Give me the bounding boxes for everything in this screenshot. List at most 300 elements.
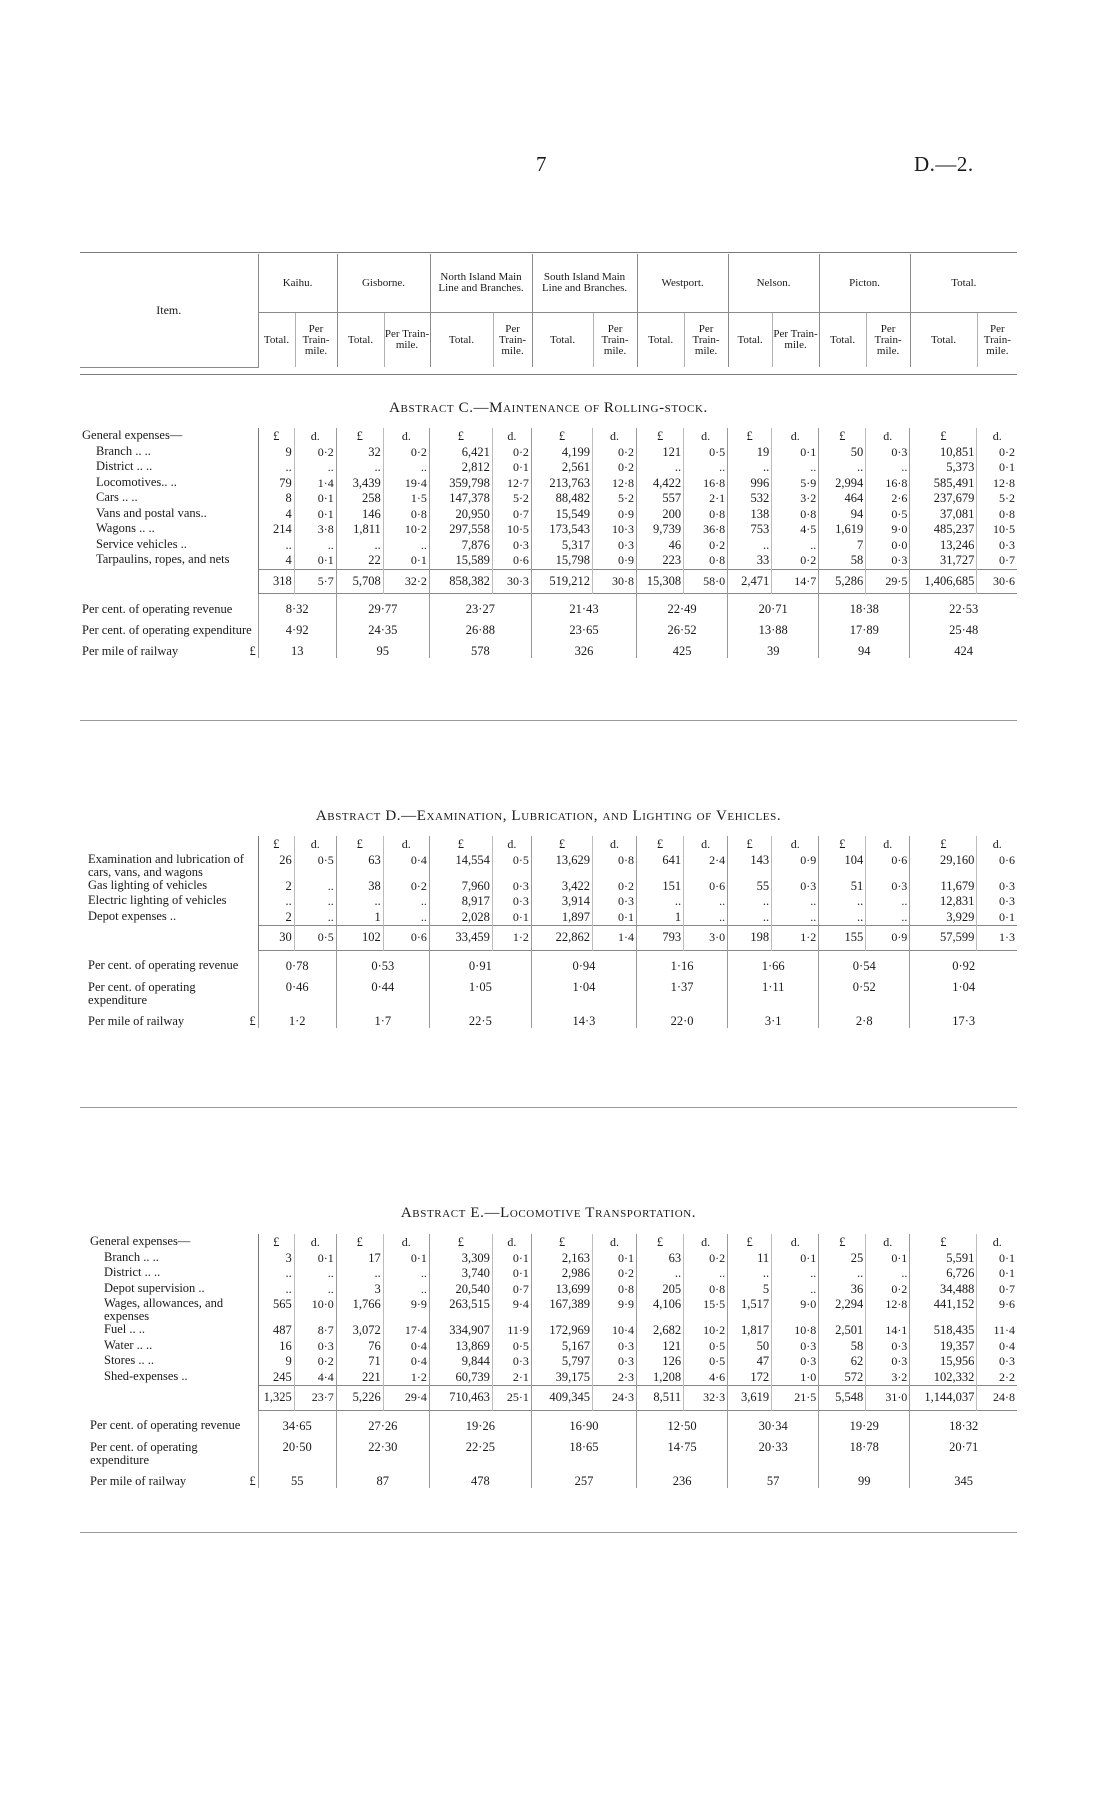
cell-per-train-mile: 0·6 <box>866 853 910 879</box>
per-mile-value: 257 <box>531 1467 636 1488</box>
cell-total: .. <box>258 1282 294 1298</box>
cell-total: .. <box>728 894 772 910</box>
cell-total: 143 <box>728 853 772 879</box>
pct-revenue-value: 1·66 <box>728 950 819 973</box>
cell-per-train-mile: .. <box>772 1282 819 1298</box>
unit-pound: £ <box>531 836 592 853</box>
cell-per-train-mile: 0·3 <box>592 894 636 910</box>
per-mile-value: 39 <box>728 637 819 658</box>
row-label: Vans and postal vans.. <box>96 505 207 520</box>
subheader-total: Total. <box>258 313 295 368</box>
cell-per-train-mile: 0·8 <box>592 853 636 879</box>
cell-total: 2,561 <box>531 460 592 476</box>
total-per-train-mile: 23·7 <box>294 1386 336 1411</box>
cell-per-train-mile: 0·1 <box>866 1251 910 1267</box>
cell-per-train-mile: 0·4 <box>383 1354 429 1370</box>
abstract-c-title: Abstract C.—Maintenance of Rolling-stock. <box>389 400 708 416</box>
table-row <box>86 853 1017 879</box>
unit-pound: £ <box>258 1234 294 1251</box>
cell-per-train-mile: 0·2 <box>592 1266 636 1282</box>
cell-per-train-mile: 0·7 <box>977 553 1017 569</box>
per-mile-value: 95 <box>336 637 429 658</box>
unit-pence: d. <box>593 428 637 445</box>
cell-total: 1,817 <box>728 1323 772 1339</box>
unit-pound: £ <box>531 1234 592 1251</box>
cell-total: 5,797 <box>531 1354 592 1370</box>
unit-pound: £ <box>258 836 294 853</box>
header-bottom-rule <box>80 374 1017 375</box>
cell-total: 79 <box>258 476 294 492</box>
cell-total: 38 <box>336 879 383 895</box>
cell-total: 71 <box>336 1354 383 1370</box>
table-row <box>86 894 1017 910</box>
cell-per-train-mile: 0·2 <box>593 460 637 476</box>
cell-per-train-mile: 0·1 <box>977 1251 1017 1267</box>
pct-revenue-row <box>86 950 1017 973</box>
cell-total: .. <box>336 1266 383 1282</box>
row-label: Branch .. .. <box>96 443 151 458</box>
unit-pence: d. <box>294 428 336 445</box>
subheader-per-train-mile: Per Train-mile. <box>977 313 1017 368</box>
cell-total: 245 <box>258 1370 294 1386</box>
cell-per-train-mile: 0·2 <box>772 553 819 569</box>
cell-per-train-mile: 11·9 <box>492 1323 531 1339</box>
cell-per-train-mile: 16·8 <box>684 476 728 492</box>
cell-per-train-mile: 0·7 <box>492 507 531 523</box>
pct-revenue-row <box>88 1410 1017 1433</box>
total-cell: 1,325 <box>258 1386 294 1411</box>
cell-per-train-mile: .. <box>772 538 819 554</box>
cell-total: 2,028 <box>429 910 492 926</box>
total-cell: 5,708 <box>336 569 383 594</box>
document-reference: D.—2. <box>914 152 974 176</box>
pct-revenue-value: 21·43 <box>531 594 636 617</box>
row-label: Per cent. of operating revenue <box>82 601 233 616</box>
cell-total: 9,844 <box>429 1354 492 1370</box>
pct-revenue-value: 18·32 <box>910 1410 1017 1433</box>
unit-pence: d. <box>294 836 336 853</box>
unit-pound: £ <box>637 1234 684 1251</box>
cell-per-train-mile: 0·1 <box>772 445 819 461</box>
per-mile-value: 578 <box>429 637 531 658</box>
total-cell: 8,511 <box>637 1386 684 1411</box>
cell-per-train-mile: 0·1 <box>383 553 429 569</box>
cell-total: 5,167 <box>531 1339 592 1355</box>
total-per-train-mile: 3·0 <box>684 926 728 951</box>
column-header-picton: Picton. <box>819 254 910 313</box>
cell-total: 1,619 <box>819 522 866 538</box>
cell-per-train-mile: 0·1 <box>592 1251 636 1267</box>
cell-per-train-mile: 1·5 <box>383 491 429 507</box>
cell-total: 585,491 <box>910 476 977 492</box>
cell-per-train-mile: 0·3 <box>977 894 1017 910</box>
cell-total: 518,435 <box>910 1323 977 1339</box>
cell-per-train-mile: 0·2 <box>977 445 1017 461</box>
cell-per-train-mile: .. <box>383 1266 429 1282</box>
pct-expenditure-value: 22·25 <box>429 1433 531 1467</box>
abstract-c-bottom-rule <box>80 720 1017 721</box>
unit-pence: d. <box>977 1234 1017 1251</box>
total-per-train-mile: 30·8 <box>593 569 637 594</box>
cell-total: 76 <box>336 1339 383 1355</box>
total-cell: 198 <box>728 926 772 951</box>
cell-per-train-mile: 0·3 <box>866 1354 910 1370</box>
table-row <box>88 1251 1017 1267</box>
total-per-train-mile: 1·2 <box>772 926 819 951</box>
cell-total: 13,699 <box>531 1282 592 1298</box>
cell-per-train-mile: 0·2 <box>593 445 637 461</box>
cell-total: 5,373 <box>910 460 977 476</box>
cell-total: 47 <box>728 1354 772 1370</box>
total-per-train-mile: 31·0 <box>866 1386 910 1411</box>
pct-revenue-value: 1·16 <box>637 950 728 973</box>
cell-per-train-mile: .. <box>294 894 336 910</box>
per-mile-value: 326 <box>531 637 636 658</box>
table-row <box>88 1370 1017 1386</box>
table-row <box>88 1354 1017 1370</box>
cell-total: .. <box>258 460 294 476</box>
cell-per-train-mile: 5·2 <box>977 491 1017 507</box>
pct-expenditure-value: 1·04 <box>531 973 636 1007</box>
cell-per-train-mile: 1·2 <box>383 1370 429 1386</box>
unit-pound: £ <box>728 1234 772 1251</box>
cell-total: 753 <box>728 522 772 538</box>
pct-revenue-value: 16·90 <box>531 1410 636 1433</box>
cell-per-train-mile: 0·9 <box>593 553 637 569</box>
cell-per-train-mile: 0·9 <box>772 853 819 879</box>
cell-per-train-mile: 0·3 <box>977 538 1017 554</box>
column-header-nelson: Nelson. <box>728 254 819 313</box>
cell-total: 31,727 <box>910 553 977 569</box>
cell-per-train-mile: 0·8 <box>592 1282 636 1298</box>
cell-total: 17 <box>336 1251 383 1267</box>
subheader-total: Total. <box>337 313 384 368</box>
pct-expenditure-value: 0·44 <box>336 973 429 1007</box>
cell-total: 126 <box>637 1354 684 1370</box>
cell-total: 3,914 <box>531 894 592 910</box>
cell-total: 62 <box>819 1354 866 1370</box>
cell-per-train-mile: 0·5 <box>866 507 910 523</box>
cell-total: 13,869 <box>429 1339 492 1355</box>
total-per-train-mile: 5·7 <box>294 569 336 594</box>
cell-per-train-mile: .. <box>772 460 819 476</box>
pct-expenditure-value: 1·37 <box>637 973 728 1007</box>
cell-per-train-mile: 5·2 <box>593 491 637 507</box>
pct-revenue-value: 0·92 <box>910 950 1017 973</box>
pct-expenditure-value: 26·52 <box>637 616 728 637</box>
unit-pence: d. <box>383 1234 429 1251</box>
pct-revenue-value: 27·26 <box>336 1410 429 1433</box>
abstract-e-bottom-rule <box>80 1532 1017 1533</box>
pct-expenditure-value: 23·65 <box>531 616 636 637</box>
row-label: District .. .. <box>96 459 153 473</box>
cell-total: 2,812 <box>429 460 492 476</box>
cell-per-train-mile: 0·3 <box>492 894 531 910</box>
cell-total: 359,798 <box>429 476 492 492</box>
unit-pound: £ <box>910 836 977 853</box>
cell-total: 3,740 <box>429 1266 492 1282</box>
cell-per-train-mile: 0·8 <box>684 1282 728 1298</box>
total-cell: 33,459 <box>429 926 492 951</box>
unit-pence: d. <box>592 1234 636 1251</box>
cell-total: 50 <box>728 1339 772 1355</box>
cell-per-train-mile: 0·1 <box>294 553 336 569</box>
cell-per-train-mile: 9·0 <box>772 1297 819 1323</box>
cell-total: 60,739 <box>429 1370 492 1386</box>
cell-total: 237,679 <box>910 491 977 507</box>
cell-per-train-mile: 3·2 <box>772 491 819 507</box>
unit-pence: d. <box>866 428 910 445</box>
cell-total: 138 <box>728 507 772 523</box>
cell-per-train-mile: 15·5 <box>684 1297 728 1323</box>
cell-per-train-mile: 16·8 <box>866 476 910 492</box>
per-mile-value: 1·2 <box>258 1007 336 1028</box>
unit-pound: £ <box>819 1234 866 1251</box>
cell-per-train-mile: 10·8 <box>772 1323 819 1339</box>
row-label: Per cent. of operating revenue <box>88 958 239 972</box>
cell-total: 14,554 <box>429 853 492 879</box>
total-cell: 15,308 <box>637 569 684 594</box>
cell-per-train-mile: 9·4 <box>492 1297 531 1323</box>
cell-per-train-mile: 0·3 <box>492 879 531 895</box>
total-cell: 519,212 <box>531 569 592 594</box>
cell-per-train-mile: 0·2 <box>492 445 531 461</box>
per-mile-value: 22·5 <box>429 1007 531 1028</box>
cell-total: 172 <box>728 1370 772 1386</box>
cell-total: .. <box>258 1266 294 1282</box>
cell-per-train-mile: 0·1 <box>977 910 1017 926</box>
total-per-train-mile: 0·9 <box>866 926 910 951</box>
per-mile-value: 94 <box>819 637 910 658</box>
cell-per-train-mile: 1·4 <box>294 476 336 492</box>
cell-total: 33 <box>728 553 772 569</box>
cell-total: 172,969 <box>531 1323 592 1339</box>
cell-per-train-mile: 0·1 <box>977 460 1017 476</box>
cell-per-train-mile: 0·3 <box>866 1339 910 1355</box>
table-row <box>80 553 1017 569</box>
pct-expenditure-value: 14·75 <box>637 1433 728 1467</box>
cell-total: 37,081 <box>910 507 977 523</box>
cell-per-train-mile: 0·8 <box>977 507 1017 523</box>
cell-total: 146 <box>336 507 383 523</box>
unit-pence: d. <box>684 1234 728 1251</box>
subheader-per-train-mile: Per Train-mile. <box>684 313 728 368</box>
unit-pound: £ <box>336 836 383 853</box>
subheader-total: Total. <box>430 313 493 368</box>
row-label: Per cent. of operating expenditure <box>88 979 196 1007</box>
table-row <box>86 910 1017 926</box>
cell-total: 334,907 <box>429 1323 492 1339</box>
per-mile-value: 22·0 <box>637 1007 728 1028</box>
cell-per-train-mile: 0·2 <box>684 538 728 554</box>
unit-pound: £ <box>637 836 684 853</box>
cell-total: 3,309 <box>429 1251 492 1267</box>
unit-pound: £ <box>531 428 592 445</box>
cell-total: 996 <box>728 476 772 492</box>
unit-pence: d. <box>772 836 819 853</box>
cell-per-train-mile: 0·0 <box>866 538 910 554</box>
total-cell: 2,471 <box>728 569 772 594</box>
cell-total: 19 <box>728 445 772 461</box>
cell-total: 13,246 <box>910 538 977 554</box>
row-label: Depot supervision .. <box>104 1280 205 1295</box>
cell-per-train-mile: 0·5 <box>684 1354 728 1370</box>
cell-total: 5,591 <box>910 1251 977 1267</box>
cell-per-train-mile: 0·3 <box>977 1354 1017 1370</box>
cell-per-train-mile: 0·1 <box>294 1251 336 1267</box>
cell-per-train-mile: 0·1 <box>977 1266 1017 1282</box>
per-mile-value: 425 <box>637 637 728 658</box>
total-cell: 1,144,037 <box>910 1386 977 1411</box>
cell-total: 4,422 <box>637 476 684 492</box>
unit-pound: £ <box>819 836 866 853</box>
cell-per-train-mile: 0·5 <box>294 853 336 879</box>
cell-per-train-mile: 12·7 <box>492 476 531 492</box>
cell-per-train-mile: 12·8 <box>866 1297 910 1323</box>
cell-total: 1,517 <box>728 1297 772 1323</box>
unit-row <box>80 428 1017 445</box>
cell-per-train-mile: .. <box>383 1282 429 1298</box>
cell-per-train-mile: 9·6 <box>977 1297 1017 1323</box>
cell-per-train-mile: 0·4 <box>383 853 429 879</box>
page-number: 7 <box>536 152 547 176</box>
pct-expenditure-value: 20·50 <box>258 1433 336 1467</box>
abstract-d-bottom-rule <box>80 1107 1017 1108</box>
row-label: Per cent. of operating expenditure <box>82 623 252 637</box>
cell-per-train-mile: .. <box>294 538 336 554</box>
cell-total: 3,072 <box>336 1323 383 1339</box>
cell-per-train-mile: .. <box>383 538 429 554</box>
total-cell: 5,226 <box>336 1386 383 1411</box>
pct-revenue-value: 20·71 <box>728 594 819 617</box>
total-cell: 409,345 <box>531 1386 592 1411</box>
pct-expenditure-value: 13·88 <box>728 616 819 637</box>
per-mile-value: 87 <box>336 1467 429 1488</box>
total-per-train-mile: 24·3 <box>592 1386 636 1411</box>
unit-pound: £ <box>819 428 866 445</box>
unit-pence: d. <box>684 836 728 853</box>
pct-revenue-value: 0·91 <box>429 950 531 973</box>
cell-per-train-mile: 0·1 <box>294 491 336 507</box>
cell-total: .. <box>728 538 772 554</box>
unit-pound: £ <box>728 836 772 853</box>
cell-per-train-mile: 5·9 <box>772 476 819 492</box>
cell-per-train-mile: 0·5 <box>492 1339 531 1355</box>
abstract-e-table <box>88 1234 1017 1488</box>
cell-per-train-mile: 0·3 <box>866 445 910 461</box>
cell-total: .. <box>258 538 294 554</box>
cell-total: 29,160 <box>910 853 977 879</box>
subheader-per-train-mile: Per Train-mile. <box>593 313 637 368</box>
cell-total: 13,629 <box>531 853 592 879</box>
cell-total: .. <box>637 894 684 910</box>
cell-per-train-mile: 0·2 <box>383 445 429 461</box>
cell-per-train-mile: 4·5 <box>772 522 819 538</box>
cell-total: 6,421 <box>429 445 492 461</box>
per-mile-value: 2·8 <box>819 1007 910 1028</box>
total-per-train-mile: 32·2 <box>383 569 429 594</box>
abstract-e-title: Abstract E.—Locomotive Transportation. <box>400 1205 697 1221</box>
cell-total: 25 <box>819 1251 866 1267</box>
per-mile-value: 3·1 <box>728 1007 819 1028</box>
subheader-per-train-mile: Per Train-mile. <box>493 313 532 368</box>
total-per-train-mile: 0·5 <box>294 926 336 951</box>
unit-pence: d. <box>977 428 1017 445</box>
total-cell: 57,599 <box>910 926 977 951</box>
cell-total: 8,917 <box>429 894 492 910</box>
pct-expenditure-value: 22·30 <box>336 1433 429 1467</box>
cell-total: .. <box>728 910 772 926</box>
cell-per-train-mile: 0·3 <box>772 879 819 895</box>
pct-expenditure-value: 25·48 <box>910 616 1017 637</box>
cell-total: 4,106 <box>637 1297 684 1323</box>
row-label <box>80 637 258 658</box>
cell-total: 3,439 <box>336 476 383 492</box>
cell-per-train-mile: 0·3 <box>866 553 910 569</box>
cell-total: 9 <box>258 1354 294 1370</box>
table-row <box>80 538 1017 554</box>
cell-total: .. <box>819 1266 866 1282</box>
cell-per-train-mile: 0·2 <box>684 1251 728 1267</box>
per-mile-value: 236 <box>637 1467 728 1488</box>
cell-total: .. <box>637 460 684 476</box>
cell-per-train-mile: 10·4 <box>592 1323 636 1339</box>
cell-per-train-mile: 10·3 <box>593 522 637 538</box>
pct-revenue-value: 29·77 <box>336 594 429 617</box>
total-cell: 5,286 <box>819 569 866 594</box>
cell-total: 50 <box>819 445 866 461</box>
total-per-train-mile: 21·5 <box>772 1386 819 1411</box>
cell-total: 15,956 <box>910 1354 977 1370</box>
cell-total: 12,831 <box>910 894 977 910</box>
row-label: Locomotives.. .. <box>96 474 177 489</box>
cell-per-train-mile: 10·5 <box>492 522 531 538</box>
pct-expenditure-value: 17·89 <box>819 616 910 637</box>
table-row <box>80 522 1017 538</box>
unit-pound: £ <box>910 1234 977 1251</box>
per-mile-value: 55 <box>258 1467 336 1488</box>
row-label: District .. .. <box>104 1265 161 1279</box>
total-per-train-mile: 1·4 <box>592 926 636 951</box>
cell-total: 2,501 <box>819 1323 866 1339</box>
column-header-kaihu: Kaihu. <box>258 254 337 313</box>
total-per-train-mile: 1·3 <box>977 926 1017 951</box>
row-label: Wages, allowances, and expenses <box>104 1296 224 1323</box>
total-cell: 30 <box>258 926 294 951</box>
cell-total: 487 <box>258 1323 294 1339</box>
per-mile-row <box>86 1007 1017 1028</box>
cell-total: 15,798 <box>531 553 592 569</box>
abstract-c-table <box>80 428 1017 658</box>
unit-pence: d. <box>977 836 1017 853</box>
cell-per-train-mile: 0·3 <box>492 1354 531 1370</box>
unit-pound: £ <box>429 1234 492 1251</box>
total-cell: 3,619 <box>728 1386 772 1411</box>
cell-per-train-mile: 12·8 <box>593 476 637 492</box>
pct-expenditure-value: 4·92 <box>258 616 336 637</box>
cell-total: 641 <box>637 853 684 879</box>
cell-per-train-mile: 0·1 <box>492 460 531 476</box>
cell-total: 263,515 <box>429 1297 492 1323</box>
cell-per-train-mile: 0·2 <box>383 879 429 895</box>
pound-sign: £ <box>249 1473 256 1488</box>
cell-per-train-mile: 0·3 <box>772 1354 819 1370</box>
cell-total: .. <box>336 538 383 554</box>
row-label: Tarpaulins, ropes, and nets <box>96 552 230 566</box>
cell-per-train-mile: 11·4 <box>977 1323 1017 1339</box>
row-label: Fuel .. .. <box>104 1322 145 1336</box>
cell-per-train-mile: .. <box>772 910 819 926</box>
